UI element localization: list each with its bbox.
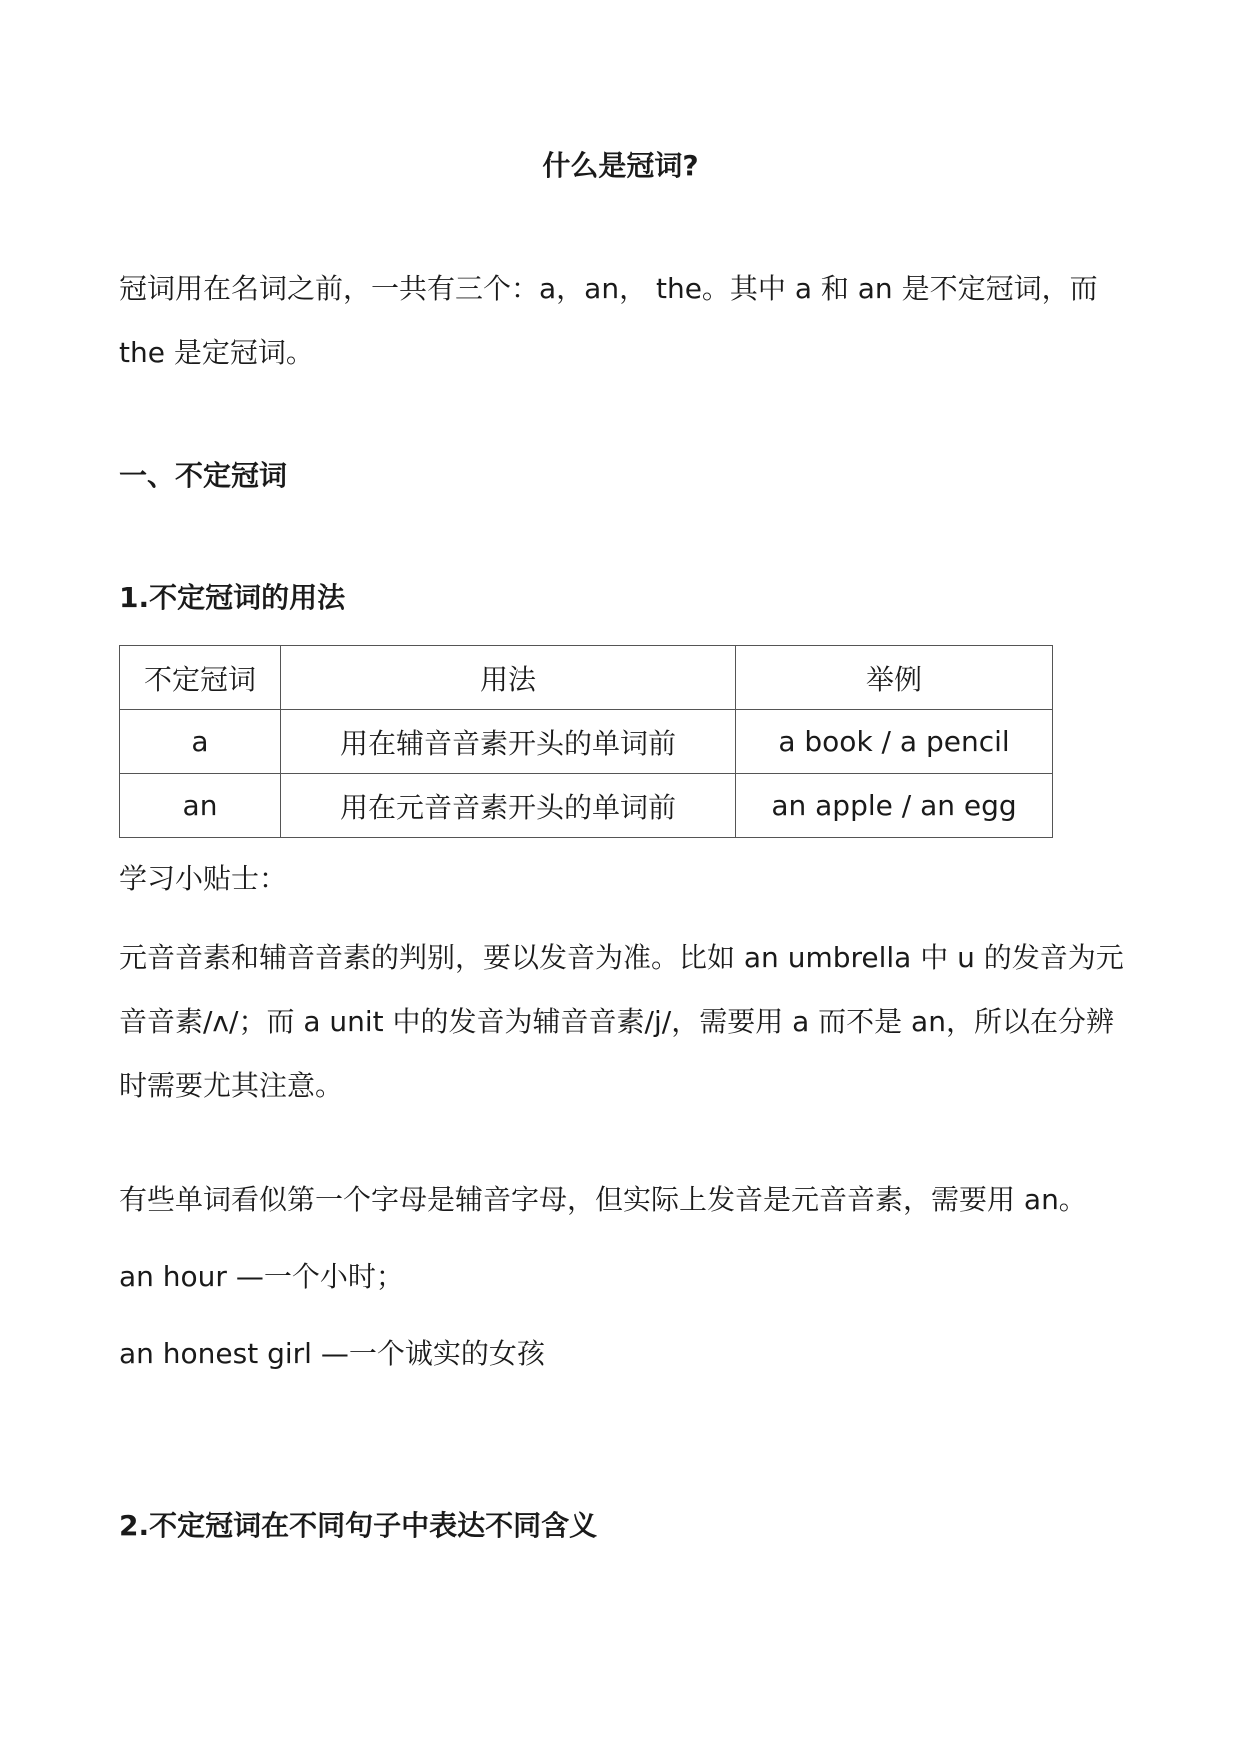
table-header-cell: 举例 xyxy=(736,646,1053,710)
example-line: an honest girl —一个诚实的女孩 xyxy=(119,1337,545,1370)
table-cell: a xyxy=(120,710,281,774)
page-title: 什么是冠词? xyxy=(542,149,699,182)
subsection-heading-usage: 1.不定冠词的用法 xyxy=(119,581,346,614)
table-cell: 用在辅音音素开头的单词前 xyxy=(281,710,736,774)
example-line: an hour —一个小时； xyxy=(119,1260,404,1293)
table-cell: 用在元音音素开头的单词前 xyxy=(281,774,736,838)
subsection-heading-meanings: 2.不定冠词在不同句子中表达不同含义 xyxy=(119,1509,598,1542)
table-cell: an xyxy=(120,774,281,838)
note-paragraph: 有些单词看似第一个字母是辅音字母，但实际上发音是元音音素，需要用 an。 xyxy=(119,1183,1087,1216)
table-header-cell: 用法 xyxy=(281,646,736,710)
tip-paragraph: 元音音素和辅音音素的判别，要以发音为准。比如 an umbrella 中 u 的发音为元音音素/ʌ/；而 a unit 中的发音为辅音音素/j/，需要用 a 而不是 an，所以在分辨时需要尤其注意。 xyxy=(119,941,1124,1102)
table-cell: a book / a pencil xyxy=(736,710,1053,774)
table-header-row xyxy=(120,646,1053,710)
usage-table xyxy=(119,645,1053,838)
section-heading-indefinite-articles: 一、不定冠词 xyxy=(119,459,288,492)
table-row xyxy=(120,710,1053,774)
table-row xyxy=(120,774,1053,838)
table-header-cell: 不定冠词 xyxy=(120,646,281,710)
tip-label: 学习小贴士： xyxy=(119,862,288,895)
intro-paragraph: 冠词用在名词之前，一共有三个：a，an， the。其中 a 和 an 是不定冠词，而 the 是定冠词。 xyxy=(119,272,1098,369)
table-cell: an apple / an egg xyxy=(736,774,1053,838)
